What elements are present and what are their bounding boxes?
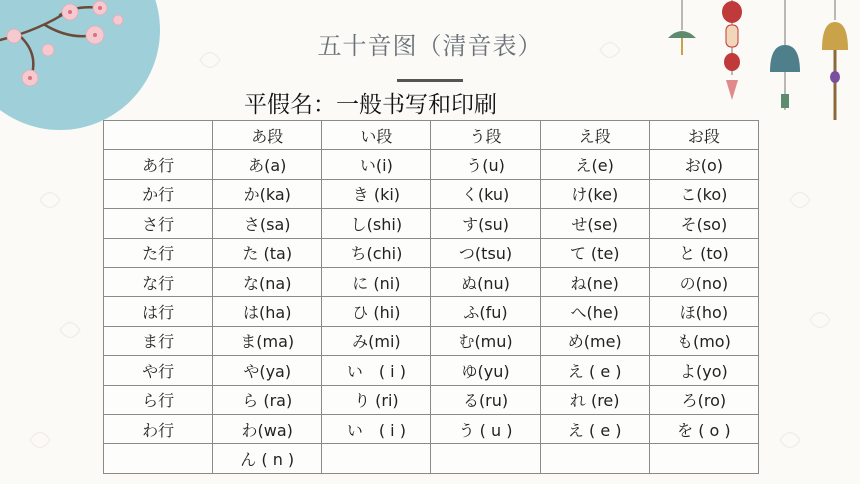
kana-cell: わ(wa) — [213, 414, 322, 443]
hiragana-table — [103, 120, 759, 474]
kana-cell: さ(sa) — [213, 209, 322, 238]
table-row — [104, 356, 759, 385]
kana-cell: そ(so) — [649, 209, 758, 238]
kana-cell: む(mu) — [431, 326, 540, 355]
row-label-cell: さ行 — [104, 209, 213, 238]
table-row — [104, 209, 759, 238]
kana-cell: け(ke) — [540, 179, 649, 208]
kana-cell: き (ki) — [322, 179, 431, 208]
kana-cell: よ(yo) — [649, 356, 758, 385]
kana-cell: く(ku) — [431, 179, 540, 208]
table-body — [104, 150, 759, 473]
kana-cell: え ( e ) — [540, 356, 649, 385]
kana-cell: ろ(ro) — [649, 385, 758, 414]
kana-cell: か(ka) — [213, 179, 322, 208]
kana-cell: す(su) — [431, 209, 540, 238]
kana-cell: ま(ma) — [213, 326, 322, 355]
table-row — [104, 414, 759, 443]
kana-cell: う(u) — [431, 150, 540, 179]
kana-cell — [649, 444, 758, 473]
kana-cell: と (to) — [649, 238, 758, 267]
kana-cell: え ( e ) — [540, 414, 649, 443]
row-label-cell: な行 — [104, 267, 213, 296]
kana-cell: せ(se) — [540, 209, 649, 238]
page-title: 五十音图（清音表） — [317, 32, 543, 60]
kana-cell: や(ya) — [213, 356, 322, 385]
kana-cell — [322, 444, 431, 473]
kana-cell: こ(ko) — [649, 179, 758, 208]
kana-cell: つ(tsu) — [431, 238, 540, 267]
row-label-cell: は行 — [104, 297, 213, 326]
header-cell: い段 — [322, 121, 431, 150]
kana-cell: い ( i ) — [322, 356, 431, 385]
row-label-cell: わ行 — [104, 414, 213, 443]
table-row — [104, 179, 759, 208]
kana-cell: う ( u ) — [431, 414, 540, 443]
table-row — [104, 238, 759, 267]
row-label-cell: た行 — [104, 238, 213, 267]
header-cell — [104, 121, 213, 150]
kana-cell — [431, 444, 540, 473]
kana-cell: た (ta) — [213, 238, 322, 267]
kana-cell: い ( i ) — [322, 414, 431, 443]
page-subtitle: 平假名：一般书写和印刷 — [244, 92, 497, 118]
title-underline — [397, 79, 463, 82]
table-row — [104, 444, 759, 473]
kana-cell: ら (ra) — [213, 385, 322, 414]
table-row — [104, 297, 759, 326]
header-cell: う段 — [431, 121, 540, 150]
kana-cell: を ( o ) — [649, 414, 758, 443]
header-cell: え段 — [540, 121, 649, 150]
kana-cell: ほ(ho) — [649, 297, 758, 326]
row-label-cell: ら行 — [104, 385, 213, 414]
kana-cell: て (te) — [540, 238, 649, 267]
row-label-cell: ま行 — [104, 326, 213, 355]
kana-cell: ゆ(yu) — [431, 356, 540, 385]
kana-cell: ん ( n ) — [213, 444, 322, 473]
kana-cell: り (ri) — [322, 385, 431, 414]
table-header-row — [104, 121, 759, 150]
table-row — [104, 326, 759, 355]
kana-cell: に (ni) — [322, 267, 431, 296]
kana-cell: は(ha) — [213, 297, 322, 326]
header-cell: あ段 — [213, 121, 322, 150]
table-row — [104, 385, 759, 414]
kana-cell: の(no) — [649, 267, 758, 296]
kana-cell: み(mi) — [322, 326, 431, 355]
kana-cell: め(me) — [540, 326, 649, 355]
table-row — [104, 150, 759, 179]
kana-cell: あ(a) — [213, 150, 322, 179]
row-label-cell — [104, 444, 213, 473]
kana-cell: ね(ne) — [540, 267, 649, 296]
kana-cell: も(mo) — [649, 326, 758, 355]
kana-cell: い(i) — [322, 150, 431, 179]
kana-cell: れ (re) — [540, 385, 649, 414]
kana-cell: お(o) — [649, 150, 758, 179]
header-cell: お段 — [649, 121, 758, 150]
wind-chime-bells-icon — [660, 0, 860, 140]
kana-cell: え(e) — [540, 150, 649, 179]
kana-cell: ひ (hi) — [322, 297, 431, 326]
row-label-cell: か行 — [104, 179, 213, 208]
kana-cell: ぬ(nu) — [431, 267, 540, 296]
kana-cell: ち(chi) — [322, 238, 431, 267]
row-label-cell: あ行 — [104, 150, 213, 179]
kana-cell: し(shi) — [322, 209, 431, 238]
kana-cell: へ(he) — [540, 297, 649, 326]
row-label-cell: や行 — [104, 356, 213, 385]
kana-cell: な(na) — [213, 267, 322, 296]
kana-cell: ふ(fu) — [431, 297, 540, 326]
kana-cell: る(ru) — [431, 385, 540, 414]
kana-cell — [540, 444, 649, 473]
table-row — [104, 267, 759, 296]
